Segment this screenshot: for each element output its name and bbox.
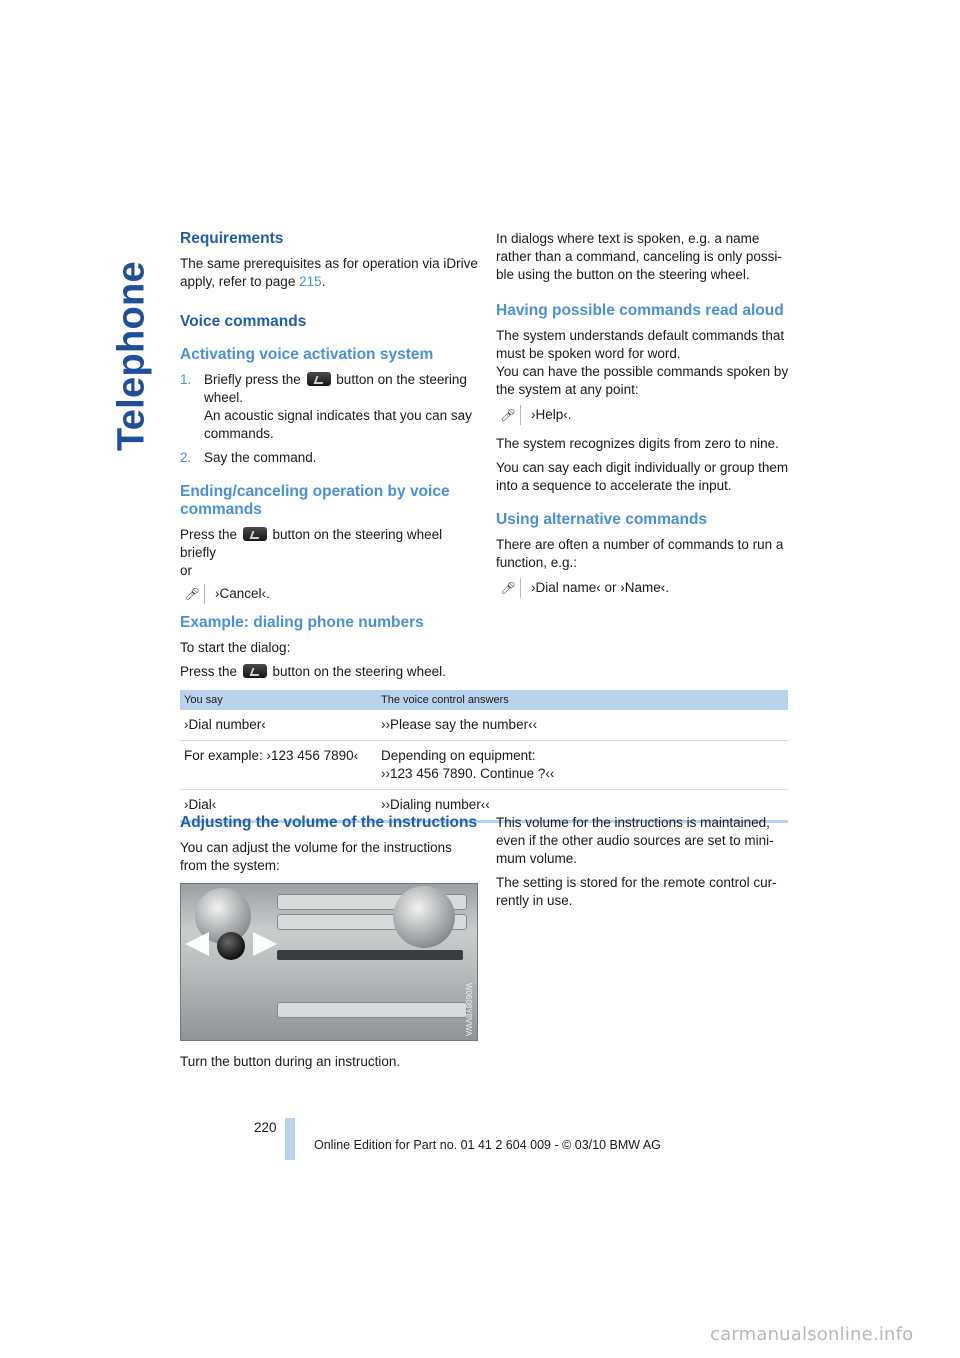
volume-p1: You can adjust the volume for the instructions from the system: <box>180 840 452 873</box>
table-cell-say: ›Dial‹ <box>184 797 217 812</box>
voice-commands-heading: Voice commands <box>180 313 307 330</box>
cancel-command-text: ›Cancel‹. <box>215 586 270 601</box>
table-header-answers: The voice control answers <box>381 694 509 706</box>
page-link-215[interactable]: 215 <box>299 274 322 289</box>
microphone-icon: 🎤︎ <box>496 578 521 598</box>
requirements-text-a: The same prerequisites as for operation via iDrive apply, refer to page <box>180 256 478 289</box>
table-cell-say: ›Dial number‹ <box>184 717 266 732</box>
photo-code: W0608Y8VWA <box>464 982 473 1036</box>
arrow-right-icon <box>253 932 277 956</box>
read-aloud-p3: The system recognizes digits from zero to nine. <box>496 436 779 451</box>
footer-accent-bar <box>285 1118 295 1160</box>
microphone-icon: 🎤︎ <box>180 584 205 604</box>
step-1 <box>180 371 480 443</box>
volume-right-p2: The setting is stored for the remote control cur-rently in use. <box>496 875 777 908</box>
photo-cd-slot <box>277 950 463 960</box>
step-1-text-b: button on the steering wheel. <box>204 372 467 405</box>
ending-text <box>180 526 480 562</box>
ending-heading: Ending/canceling operation by voice commands <box>180 483 450 518</box>
table-cell-answer-line: ››Please say the number‹‹ <box>381 717 538 732</box>
volume-left-column <box>180 814 480 1077</box>
photo-volume-knob <box>217 932 245 960</box>
volume-right-p1: This volume for the instructions is maintained, even if the other audio sources are set to mini-mum volume. <box>496 815 774 866</box>
table-row <box>180 741 788 790</box>
alternative-heading: Using alternative commands <box>496 511 708 528</box>
table-cell-say: For example: ›123 456 7890‹ <box>184 748 359 763</box>
footer-edition: Online Edition for Part no. 01 41 2 604 009 - © 03/10 BMW AG <box>314 1138 661 1152</box>
activating-heading: Activating voice activation system <box>180 346 434 363</box>
table-header <box>180 690 788 710</box>
watermark: carmanualsonline.info <box>710 1324 914 1345</box>
example-text <box>180 663 480 681</box>
read-aloud-heading: Having possible commands read aloud <box>496 302 784 319</box>
help-command-text: ›Help‹. <box>531 407 572 422</box>
step-2 <box>180 449 480 467</box>
ending-text-a: Press the <box>180 527 241 542</box>
requirements-heading: Requirements <box>180 230 284 247</box>
voice-dialog-table <box>180 690 788 823</box>
step-1-text-c: An acoustic signal indicates that you can say commands. <box>204 408 472 441</box>
volume-heading: Adjusting the volume of the instructions <box>180 814 478 831</box>
volume-right-column <box>496 814 794 916</box>
read-aloud-p4: You can say each digit individually or group them into a sequence to accelerate the input. <box>496 460 789 493</box>
cancel-command <box>180 584 480 604</box>
step-1-num: 1. <box>180 372 192 387</box>
example-heading: Example: dialing phone numbers <box>180 614 424 631</box>
ending-text-b: button on the steering wheel briefly <box>180 527 443 560</box>
table-header-you-say: You say <box>184 694 223 706</box>
table-cell-answer-line: Depending on equipment: <box>381 748 536 763</box>
example-text-b: button on the steering wheel. <box>268 664 446 679</box>
voice-button-icon <box>307 372 331 386</box>
table-cell-answer <box>381 716 788 734</box>
alternative-p1: There are often a number of commands to run a function, e.g.: <box>496 537 784 570</box>
ending-or: or <box>180 563 193 578</box>
arrow-left-icon <box>185 932 209 956</box>
requirements-text <box>180 255 480 291</box>
example-intro: To start the dialog: <box>180 640 291 655</box>
photo-button-row <box>277 1002 467 1018</box>
control-panel-photo <box>180 883 478 1041</box>
table-row <box>180 710 788 741</box>
read-aloud-p1: The system understands default commands that must be spoken word for word. <box>496 328 785 361</box>
page-number: 220 <box>254 1120 277 1135</box>
alternative-command-text: ›Dial name‹ or ›Name‹. <box>531 580 670 595</box>
voice-button-icon <box>243 527 267 541</box>
microphone-icon: 🎤︎ <box>496 405 521 425</box>
table-cell-answer-line: ››Dialing number‹‹ <box>381 797 490 812</box>
chapter-title-text: Telephone <box>110 261 153 451</box>
table-cell-answer-line: ››123 456 7890. Continue ?‹‹ <box>381 766 555 781</box>
table-cell-answer <box>381 747 788 783</box>
step-2-text: Say the command. <box>204 450 317 465</box>
volume-caption: Turn the button during an instruction. <box>180 1054 401 1069</box>
step-1-text-a: Briefly press the <box>204 372 305 387</box>
chapter-side-title <box>106 236 158 476</box>
dialog-text: In dialogs where text is spoken, e.g. a name rather than a command, canceling is only possi-ble using the button on the steering wheel. <box>496 231 782 282</box>
voice-button-icon <box>243 664 267 678</box>
requirements-text-b: . <box>321 274 326 289</box>
right-column <box>496 230 794 608</box>
activation-steps <box>180 371 480 467</box>
left-column <box>180 230 480 687</box>
table-cell-answer <box>381 796 788 814</box>
help-command <box>496 405 794 425</box>
photo-knob-right <box>393 886 455 948</box>
alternative-command <box>496 578 794 598</box>
example-text-a: Press the <box>180 664 241 679</box>
step-2-num: 2. <box>180 450 192 465</box>
read-aloud-p2: You can have the possible commands spoken by the system at any point: <box>496 364 789 397</box>
